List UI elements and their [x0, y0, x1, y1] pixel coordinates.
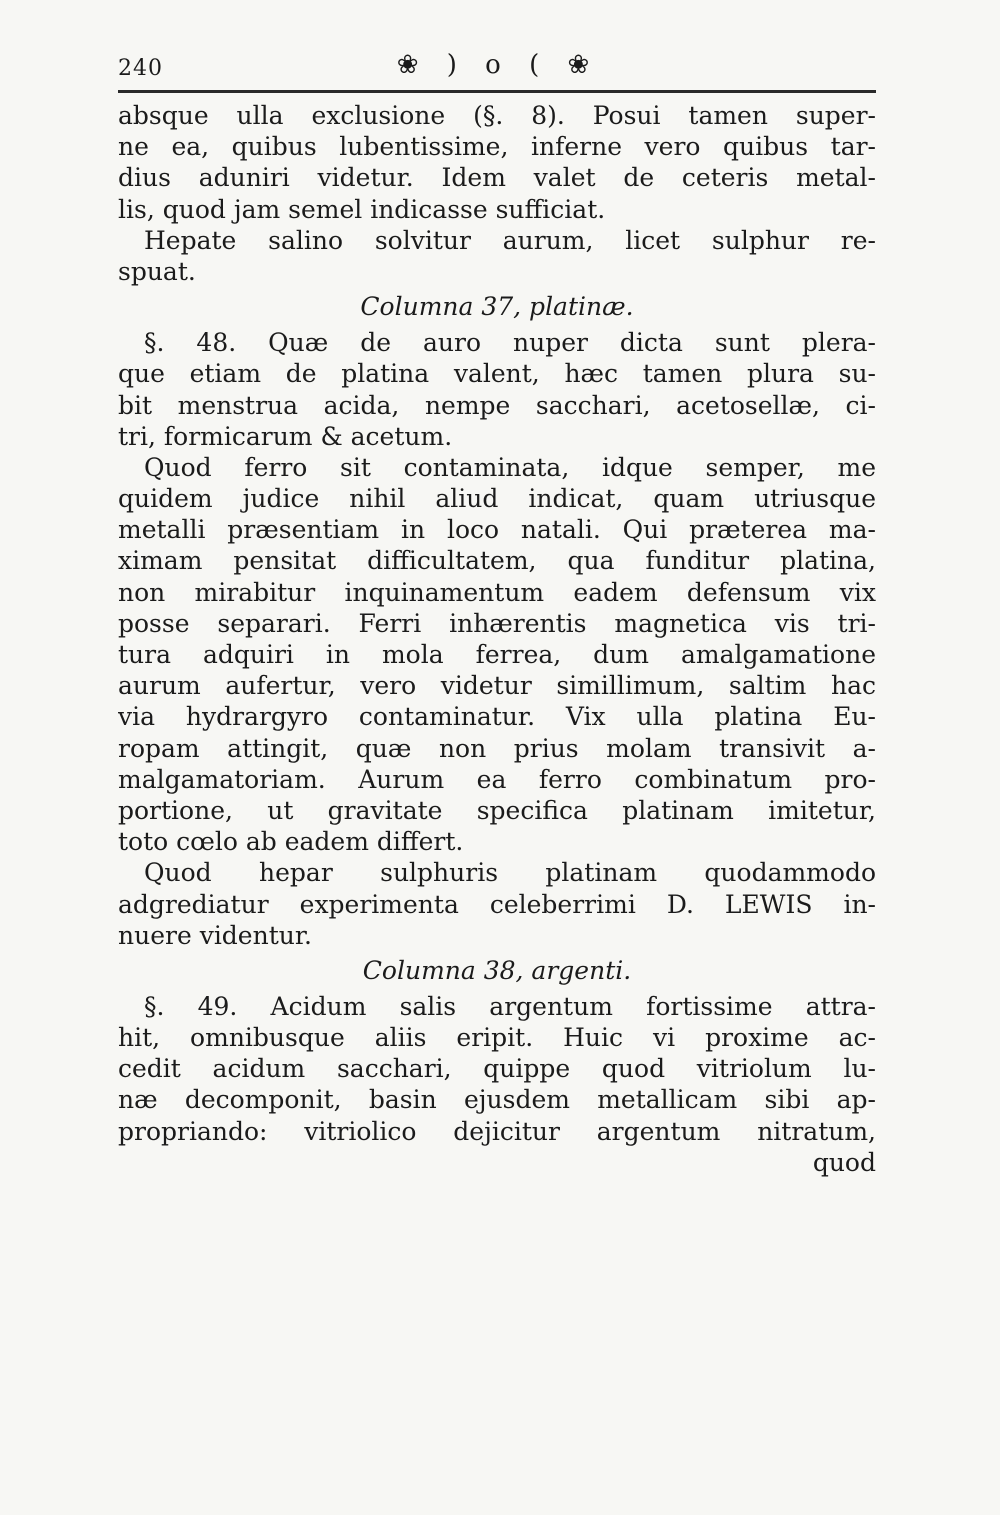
page-number: 240	[118, 56, 163, 81]
header-ornament: ❀ ) o ( ❀	[396, 50, 600, 80]
text-line: toto cœlo ab eadem differt.	[118, 827, 464, 857]
running-header	[118, 50, 876, 90]
catchword: quod	[812, 1147, 876, 1177]
text-line: metalli præsentiam in loco natali. Qui præterea ma-	[118, 515, 876, 545]
text-line: adgrediatur experimenta celeberrimi D. LEWIS in-	[118, 889, 876, 919]
text-line: §. 49. Acidum salis argentum fortissime attra-	[144, 991, 876, 1021]
text-line: ne ea, quibus lubentissime, inferne vero quibus tar-	[118, 132, 876, 162]
text-line: hit, omnibusque aliis eripit. Huic vi proxime ac-	[118, 1023, 876, 1053]
text-line: malgamatoriam. Aurum ea ferro combinatum pro-	[118, 764, 876, 794]
text-line: nuere videntur.	[118, 920, 313, 950]
text-line: dius aduniri videtur. Idem valet de ceteris metal-	[118, 163, 876, 193]
header-rule	[118, 90, 876, 93]
text-line: spuat.	[118, 256, 196, 286]
text-line: tri, formicarum & acetum.	[118, 421, 453, 451]
text-line: Quod hepar sulphuris platinam quodammodo	[144, 858, 876, 888]
text-line: quidem judice nihil aliud indicat, quam utriusque	[118, 484, 876, 514]
text-line: §. 48. Quæ de auro nuper dicta sunt plera-	[144, 328, 876, 358]
text-line: absque ulla exclusione (§. 8). Posui tamen super-	[118, 101, 876, 130]
text-line: tura adquiri in mola ferrea, dum amalgamatione	[118, 640, 876, 669]
section-heading: Columna 38, argenti.	[362, 955, 632, 985]
text-line: propriando: vitriolico dejicitur argentum nitratum,	[118, 1116, 876, 1146]
text-line: aurum aufertur, vero videtur simillimum, saltim hac	[118, 671, 876, 701]
text-line: lis, quod jam semel indicasse sufficiat.	[118, 194, 606, 224]
text-line: næ decomponit, basin ejusdem metallicam sibi ap-	[118, 1085, 876, 1115]
text-line: que etiam de platina valent, hæc tamen plura su-	[118, 359, 876, 389]
text-line: Quod ferro sit contaminata, idque semper, me	[144, 452, 876, 482]
text-line: ximam pensitat difficultatem, qua funditur platina,	[118, 546, 876, 576]
section-heading: Columna 37, platinæ.	[360, 292, 634, 322]
text-line: posse separari. Ferri inhærentis magnetica vis tri-	[118, 608, 876, 638]
text-line: cedit acidum sacchari, quippe quod vitriolum lu-	[118, 1054, 876, 1084]
body-text	[118, 100, 876, 1178]
text-line: ropam attingit, quæ non prius molam transivit a-	[118, 733, 876, 763]
text-line: non mirabitur inquinamentum eadem defensum vix	[118, 577, 876, 607]
text-line: bit menstrua acida, nempe sacchari, acetosellæ, ci-	[118, 390, 876, 420]
text-line: portione, ut gravitate specifica platinam imitetur,	[118, 795, 876, 825]
text-line: Hepate salino solvitur aurum, licet sulphur re-	[144, 225, 876, 255]
text-line: via hydrargyro contaminatur. Vix ulla platina Eu-	[118, 702, 876, 732]
